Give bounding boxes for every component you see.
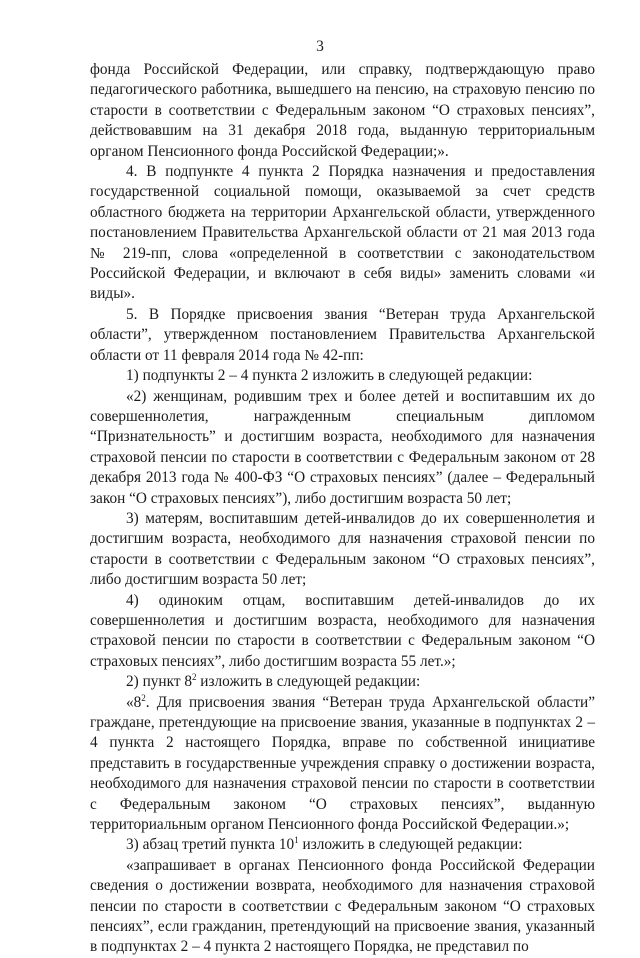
paragraph: 3) абзац третий пункта $10^1$ изложить в следующей редакции: (126, 835, 523, 854)
paragraph: 5. В Порядке присвоения звания “Ветеран труда Архангельской области”, утвержденном постановлением Правительства Архангельской области от 11 февраля 2014 года № 42-пп: (90, 305, 595, 364)
paragraph: 2) пункт $8^2$ изложить в следующей редакции: (126, 672, 421, 691)
document-body (90, 60, 595, 958)
paragraph: 1) подпункты 2 – 4 пункта 2 изложить в следующей редакции: (126, 367, 533, 385)
page-number: 3 (316, 38, 324, 55)
paragraph: 3) матерям, воспитавшим детей-инвалидов до их совершеннолетия и достигшим возраста, необходимого для назначения страховой пенсии по старости в соответствии с Федеральным законом “О страховых пенсиях”, либо достигшим возраста 50 лет; (90, 509, 595, 589)
paragraph: «запрашивает в органах Пенсионного фонда Российской Федерации сведения о достижении возврата, необходимого для назначения страховой пенсии по старости в соответствии с Федеральным законом “О страховых пенсиях”, если гражданин, претендующий на присвоение звания, указанный в подпунктах 2 – 4 пункта 2 настоящего Порядка, не представил по (90, 856, 595, 956)
paragraph: 4) одиноким отцам, воспитавшим детей-инвалидов до их совершеннолетия и достигшим возраста, необходимого для назначения страховой пенсии по старости в соответствии с Федеральным законом “О страховых пенсиях”, либо достигшим возраста 55 лет.»; (90, 591, 595, 670)
paragraph: «$8^2$. Для присвоения звания “Ветеран труда Архангельской области” граждане, претендующие на присвоение звания, указанные в подпунктах 2 – 4 пункта 2 настоящего Порядка, вправе по собственной инициативе представить в государственные учреждения справку о достижении возраста, необходимого для назначения страховой пенсии по старости в соответствии с Федеральным законом “О страховых пенсиях”, выданную территориальным органом Пенсионного фонда Российской Федерации.»; (90, 692, 595, 834)
paragraph: 4. В подпункте 4 пункта 2 Порядка назначения и предоставления государственной социальной помощи, оказываемой за счет средств областного бюджета на территории Архангельской области, утвержденного постановлением Правительства Архангельской области от 21 мая 2013 года № 219-пп, слова «определенной в соответствии с законодательством Российской Федерации, и включают в себя виды» заменить словами «и виды». (90, 163, 595, 303)
paragraph: фонда Российской Федерации, или справку, подтверждающую право педагогического работника, вышедшего на пенсию, на страховую пенсию по старости в соответствии с Федеральным законом “О страховых пенсиях”, действовавшим на 31 декабря 2018 года, выданную территориальным органом Пенсионного фонда Российской Федерации;». (90, 61, 595, 160)
paragraph: «2) женщинам, родившим трех и более детей и воспитавшим их до совершеннолетия, награжденным специальным дипломом “Признательность” и достигшим возраста, необходимого для назначения страховой пенсии по старости в соответствии с Федеральным законом от 28 декабря 2013 года № 400-ФЗ “О страховых пенсиях” (далее – Федеральный закон “О страховых пенсиях”), либо достигшим возраста 50 лет; (90, 387, 595, 507)
